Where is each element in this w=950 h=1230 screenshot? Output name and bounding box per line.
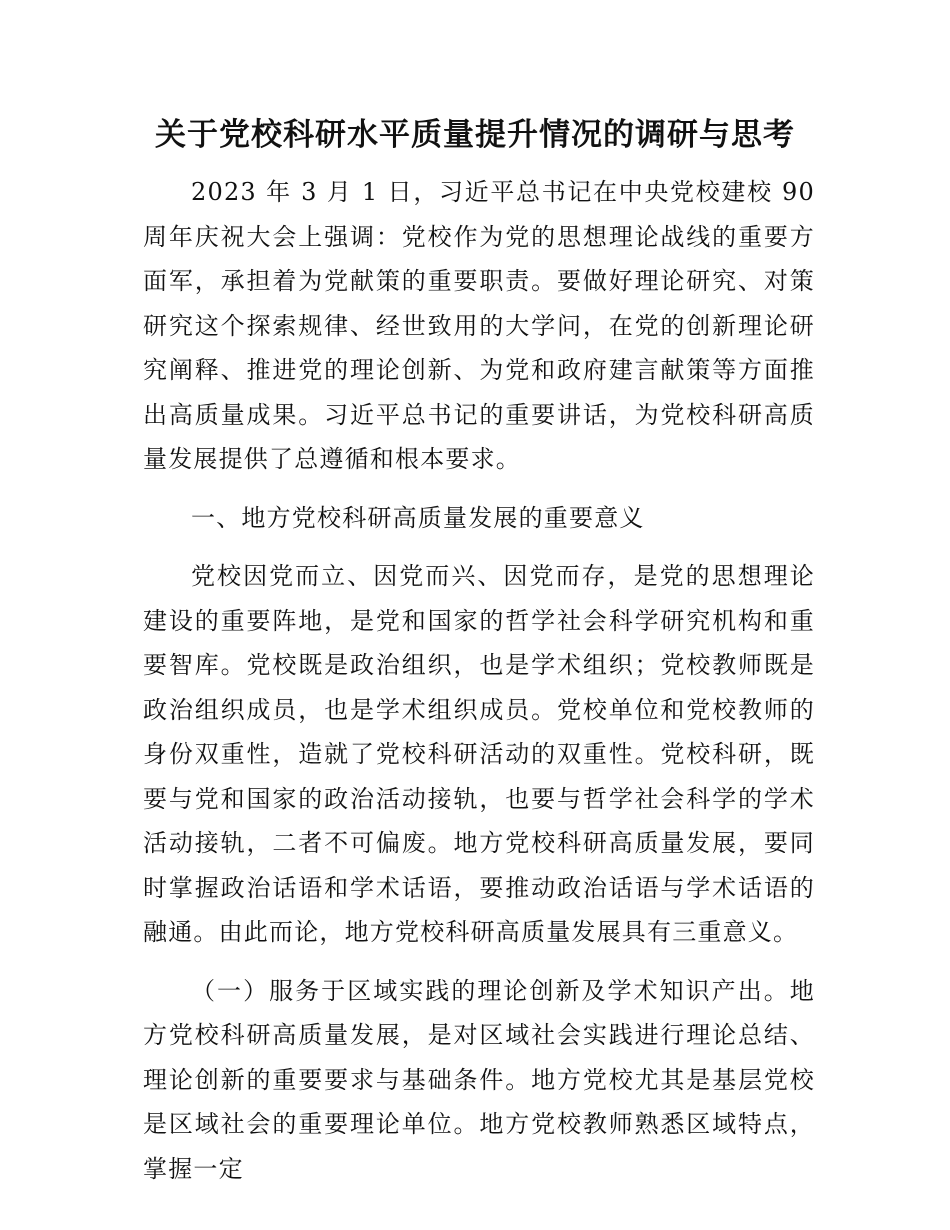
document-body — [143, 170, 815, 1191]
paragraph-intro: 2023 年 3 月 1 日，习近平总书记在中央党校建校 90 周年庆祝大会上强调：党校作为党的思想理论战线的重要方面军，承担着为党献策的重要职责。要做好理论研究、对策研究这个探索规律、经世致用的大学问，在党的创新理论研究阐释、推进党的理论创新、为党和政府建言献策等方面推出高质量成果。习近平总书记的重要讲话，为党校科研高质量发展提供了总遵循和根本要求。 — [143, 178, 815, 473]
paragraph-subsection-1: （一）服务于区域实践的理论创新及学术知识产出。地方党校科研高质量发展，是对区域社会实践进行理论总结、理论创新的重要要求与基础条件。地方党校尤其是基层党校是区域社会的重要理论单位。地方党校教师熟悉区域特点，掌握一定 — [143, 976, 815, 1183]
section-heading-1: 一、地方党校科研高质量发展的重要意义 — [191, 503, 645, 532]
paragraph-section-1: 党校因党而立、因党而兴、因党而存，是党的思想理论建设的重要阵地，是党和国家的哲学社会科学研究机构和重要智库。党校既是政治组织，也是学术组织；党校教师既是政治组织成员，也是学术组织成员。党校单位和党校教师的身份双重性，造就了党校科研活动的双重性。党校科研，既要与党和国家的政治活动接轨，也要与哲学社会科学的学术活动接轨，二者不可偏废。地方党校科研高质量发展，要同时掌握政治话语和学术话语，要推动政治话语与学术话语的融通。由此而论，地方党校科研高质量发展具有三重意义。 — [143, 562, 815, 946]
document-title: 关于党校科研水平质量提升情况的调研与思考 — [155, 117, 795, 153]
